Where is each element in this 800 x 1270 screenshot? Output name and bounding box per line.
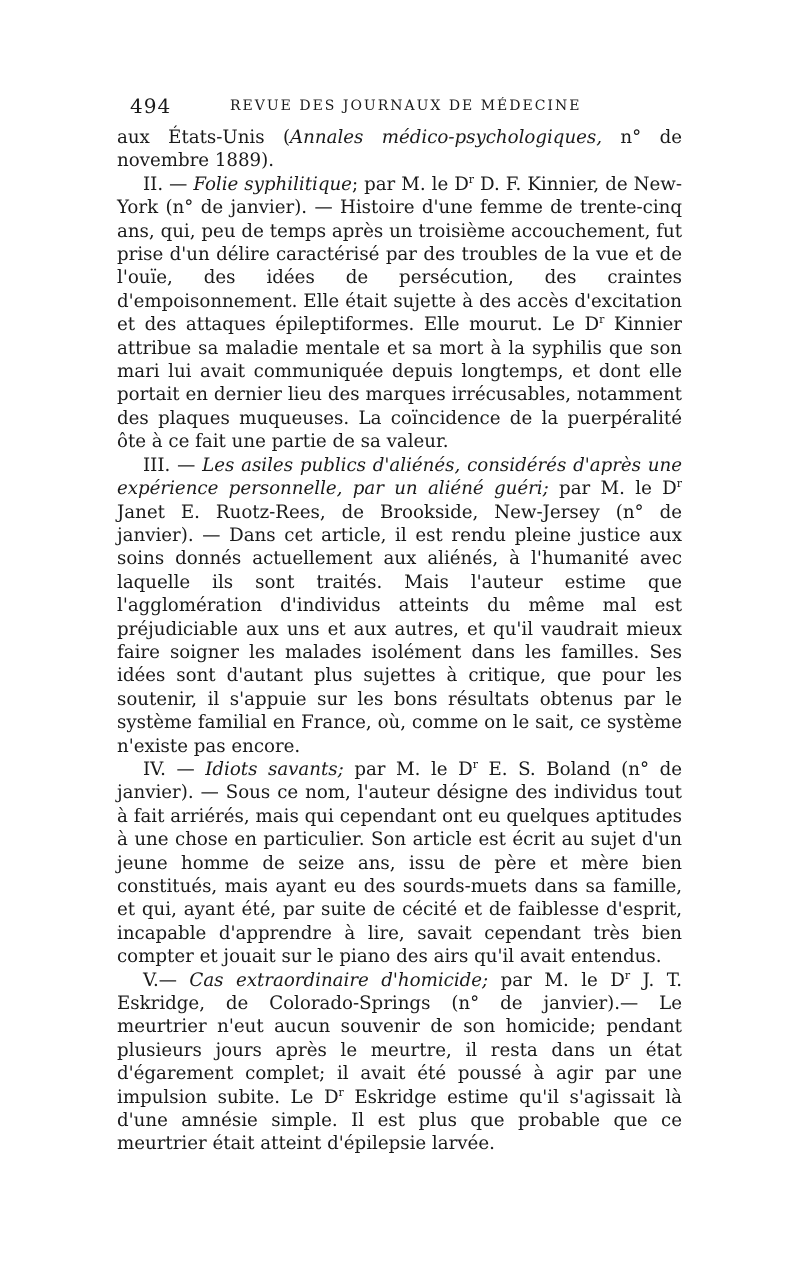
paragraph-text: Janet E. Ruotz-Rees, de Brookside, New-Jersey (n° de janvier). — Dans cet article, il est rendu pleine justice aux soins donnés actuellement aux aliénés, à l'humanité avec laquelle ils sont traités. Mais l'auteur estime que l'agglomération d'individus atteints du même mal est préjudiciable aux uns et aux autres, et qu'il vaudrait mieux faire soigner les malades isolément dans les familles. Ses idées sont d'autant plus sujettes à critique, que pour les soutenir, il s'appuie sur les bons résultats obtenus par le système familial en France, où, comme on le sait, ce système n'existe pas encore. xyxy=(117,501,682,757)
paragraph-text: D. F. Kinnier, de New-York (n° de janvier). — Histoire d'une femme de trente-cinq ans, qui, peu de temps après un troisième accouchement, fut prise d'un délire caractérisé par des troubles de la vue et de l'ouïe, des idées de persécution, des craintes d'empoisonnement. Elle était sujette à des accès d'excitation et des attaques épileptiformes. Elle mourut. Le D xyxy=(117,173,682,336)
paragraph-text: par M. le D xyxy=(343,758,473,780)
section-number: III. — xyxy=(143,454,203,476)
running-title: REVUE DES JOURNAUX DE MÉDECINE xyxy=(230,98,582,114)
article-title: Les asiles publics d'aliénés, considérés d'après une expérience personnelle, par un aliéné guéri; xyxy=(117,454,682,500)
section-number: II. — xyxy=(143,173,194,195)
paragraph-text: aux États-Unis ( xyxy=(117,127,291,148)
section-number: V.— xyxy=(143,969,190,991)
paragraph-text: E. S. Boland (n° de janvier). — Sous ce nom, l'auteur désigne des individus tout à fait arriérés, mais qui cependant ont eu quelques aptitudes à une chose en particulier. Son article est écrit au sujet d'un jeune homme de seize ans, issu de père et mère bien constitués, mais ayant eu des sourds-muets dans sa famille, et qui, ayant été, par suite de cécité et de faiblesse d'esprit, incapable d'apprendre à lire, savait cependant très bien compter et jouait sur le piano des airs qu'il avait entendus. xyxy=(117,758,682,968)
superscript: r xyxy=(468,172,475,186)
superscript: r xyxy=(599,313,605,327)
superscript: r xyxy=(338,1085,344,1099)
paragraph-text: par M. le D xyxy=(488,969,625,991)
paragraph-text: Eskridge estime qu'il s'agissait là d'une amnésie simple. Il est plus que probable que ce meurtrier était atteint d'épilepsie larvée. xyxy=(117,1086,682,1155)
superscript: r xyxy=(624,968,631,982)
paragraph-iv xyxy=(117,758,682,969)
page-number: 494 xyxy=(130,94,172,118)
article-title: Cas extraordinaire d'homicide; xyxy=(189,969,489,991)
paragraph-text: par M. le D xyxy=(548,478,677,500)
journal-title: Annales médico-psychologiques, xyxy=(290,127,603,148)
paragraph-v xyxy=(117,969,682,1156)
superscript: r xyxy=(676,477,682,491)
section-number: IV. — xyxy=(143,758,206,780)
paragraph-text: ; par M. le D xyxy=(351,173,469,195)
paragraph-iii xyxy=(117,454,682,758)
superscript: r xyxy=(472,757,478,771)
article-title: Idiots savants; xyxy=(205,758,344,780)
article-title: Folie syphilitique xyxy=(193,173,352,195)
paragraph-intro xyxy=(117,126,682,173)
paragraph-ii xyxy=(117,173,682,454)
article-body xyxy=(117,126,682,1156)
paragraph-text: Kinnier attribue sa maladie mentale et sa mort à la syphilis que son mari lui avait communiquée depuis longtemps, et dont elle portait en dernier lieu des marques irrécusables, notamment des plaques muqueuses. La coïncidence de la puerpéralité ôte à ce fait une partie de sa valeur. xyxy=(117,314,682,453)
paragraph-text: J. T. Eskridge, de Colorado-Springs (n° de janvier).— Le meurtrier n'eut aucun souvenir de son homicide; pendant plusieurs jours après le meurtre, il resta dans un état d'égarement complet; il avait été poussé à agir par une impulsion subite. Le D xyxy=(117,969,682,1108)
paragraph-text: n° de novembre 1889). xyxy=(117,127,682,172)
page-header xyxy=(130,94,690,124)
